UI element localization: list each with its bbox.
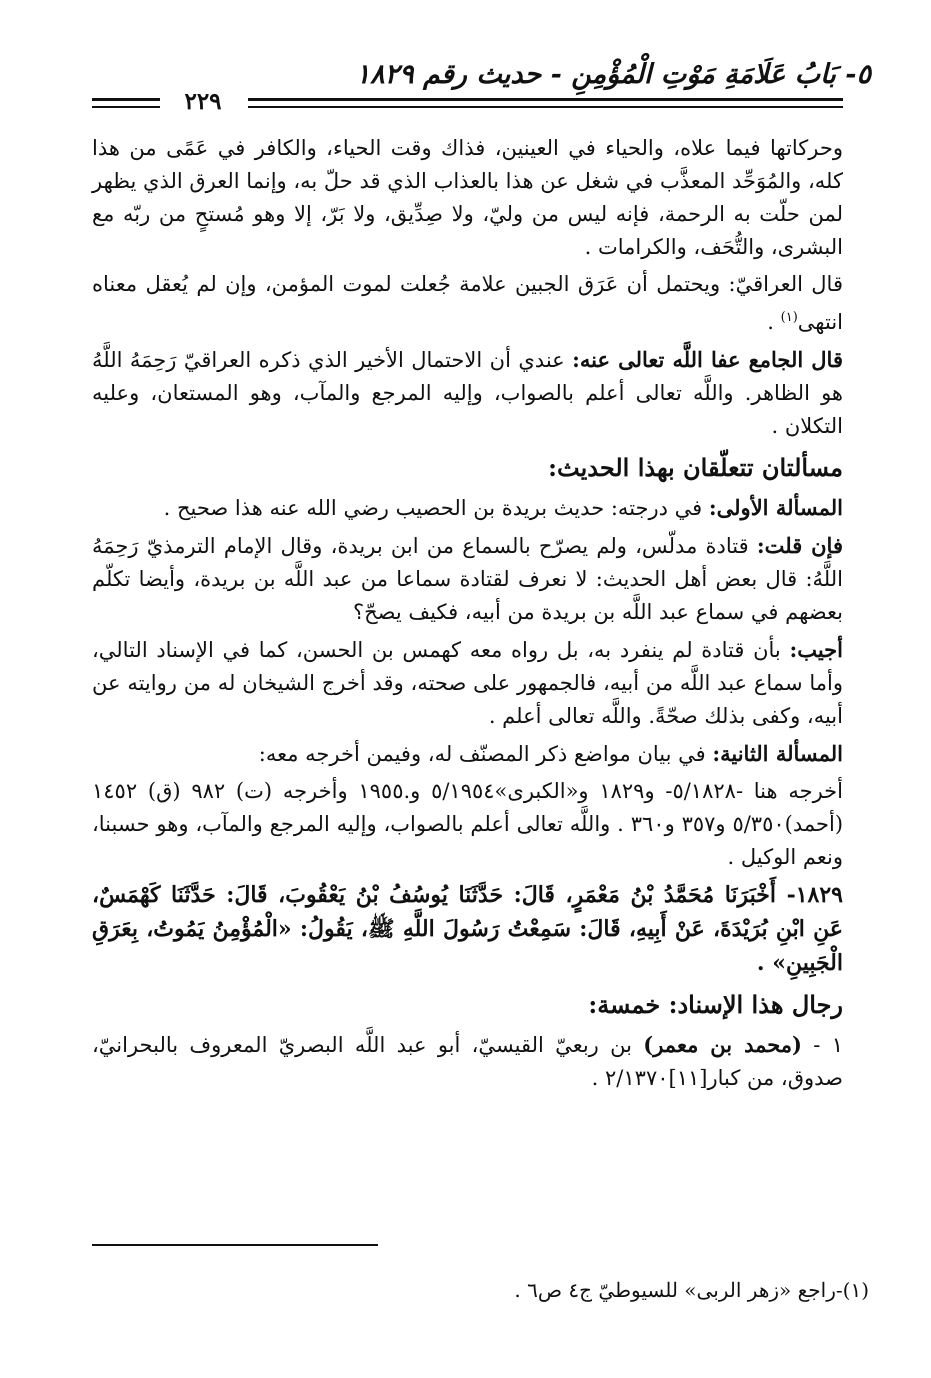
bold-lead: فإن قلت:: [756, 533, 843, 558]
paragraph: [92, 491, 843, 525]
page-number: ٢٢٩: [184, 88, 222, 115]
bold-lead: المسألة الثانية:: [712, 741, 843, 766]
item-number: ١ -: [801, 1033, 843, 1057]
page-number-rule-thin: [92, 106, 160, 108]
bold-lead: المسألة الأولى:: [708, 495, 843, 520]
paragraph-text: بن ربعيّ القيسيّ، أبو عبد اللَّه البصريّ المعروف بالبحرانيّ، صدوق، من كبار[١١]٢/١٣٧٠ .: [92, 1033, 843, 1090]
footnote-rule: [92, 1244, 378, 1246]
paragraph: [92, 343, 843, 443]
header-rule: [248, 98, 843, 101]
paragraph: أخرجه هنا -٥/١٨٢٨- و١٨٢٩ و«الكبرى»٥/١٩٥٤ و.١٩٥٥ وأخرجه (ت) ٩٨٢ (ق) ١٤٥٢ (أحمد)٥/٣٥٠ و٣٥٧ و٣٦٠ . واللَّه تعالى أعلم بالصواب، وإليه المرجع والمآب، وهو حسبنا، ونعم الوكيل .: [92, 779, 844, 869]
paragraph-text: بأن قتادة لم ينفرد به، بل رواه معه كهمس بن الحسن، كما في الإسناد التالي، وأما سماع عبد اللَّه من أبيه، فالجمهور على صحته، وقد أخرج الشيخان له من روايته عن أبيه، وكفى بذلك صحّةً. واللَّه تعالى أعلم .: [92, 638, 843, 728]
paragraph-text: عندي أن الاحتمال الأخير الذي ذكره العراقيّ رَحِمَهُ اللَّهُ هو الظاهر. واللَّه تعالى أعلم بالصواب، وإليه المرجع والمآب، وهو المستعان، وعليه التكلان .: [92, 348, 843, 438]
header-rule-thin: [248, 106, 843, 108]
paragraph: [92, 268, 843, 339]
paragraph: [92, 633, 843, 733]
bold-lead: (محمد بن معمر): [643, 1032, 802, 1057]
paragraph: [92, 529, 843, 629]
section-heading: مسألتان تتعلّقان بهذا الحديث:: [548, 453, 843, 482]
paragraph-text: قال العراقيّ: ويحتمل أن عَرَق الجبين علامة جُعلت لموت المؤمن، وإن لم يُعقل معناه انتهى: [92, 272, 843, 334]
bold-lead: قال الجامع عفا اللَّه تعالى عنه:: [572, 347, 843, 372]
paragraph-text: في بيان مواضع ذكر المصنّف له، وفيمن أخرجه معه:: [258, 742, 713, 766]
paragraph-text: في درجته: حديث بريدة بن الحصيب رضي الله عنه هذا صحيح .: [163, 496, 709, 520]
section-heading: رجال هذا الإسناد: خمسة:: [588, 990, 843, 1019]
bold-lead: أجيب:: [789, 637, 843, 662]
footnote: (١)-راجع «زهر الربى» للسيوطيّ ج٤ ص٦ .: [514, 1278, 869, 1302]
running-header: ٥- بَابُ عَلَامَةِ مَوْتِ الْمُؤْمِنِ - حديث رقم ١٨٢٩: [355, 59, 871, 90]
paragraph-end: .: [767, 310, 781, 334]
footnote-ref[interactable]: (١): [780, 310, 798, 325]
page-body: [92, 132, 843, 1095]
page-number-rule: [92, 98, 160, 101]
paragraph-text: قتادة مدلّس، ولم يصرّح بالسماع من ابن بريدة، وقال الإمام الترمذيّ رَحِمَهُ اللَّهُ: قال بعض أهل الحديث: لا نعرف لقتادة سماعا من عبد اللَّه بن بريدة، وأيضا تكلّم بعضهم في سماع عبد اللَّه بن بريدة من أبيه، فكيف يصحّ؟: [92, 534, 843, 624]
hadith-text: ١٨٢٩- أَخْبَرَنَا مُحَمَّدُ بْنُ مَعْمَرٍ، قَالَ: حَدَّثَنَا يُوسُفُ بْنُ يَعْقُوبَ، قَالَ: حَدَّثَنَا كَهْمَسٌ، عَنِ ابْنِ بُرَيْدَةَ، عَنْ أَبِيهِ، قَالَ: سَمِعْتُ رَسُولَ اللَّهِ ﷺ، يَقُولُ: «الْمُؤْمِنُ يَمُوتُ، بِعَرَقِ الْجَبِينِ» .: [92, 882, 843, 976]
paragraph: وحركاتها فيما علاه، والحياء في العينين، فذاك وقت الحياء، والكافر في عَمًى من هذا كله، والمُوَحِّد المعذَّب في شغل عن هذا بالعذاب الذي قد حلّ به، وإنما العرق الذي يظهر لمن حلّت به الرحمة، فإنه ليس من وليّ، ولا صِدِّيق، ولا بَرّ، إلا وهو مُستحٍ من ربّه مع البشرى، والتُّحَف، والكرامات .: [92, 136, 843, 259]
paragraph: [92, 1028, 843, 1095]
paragraph: [92, 737, 843, 771]
